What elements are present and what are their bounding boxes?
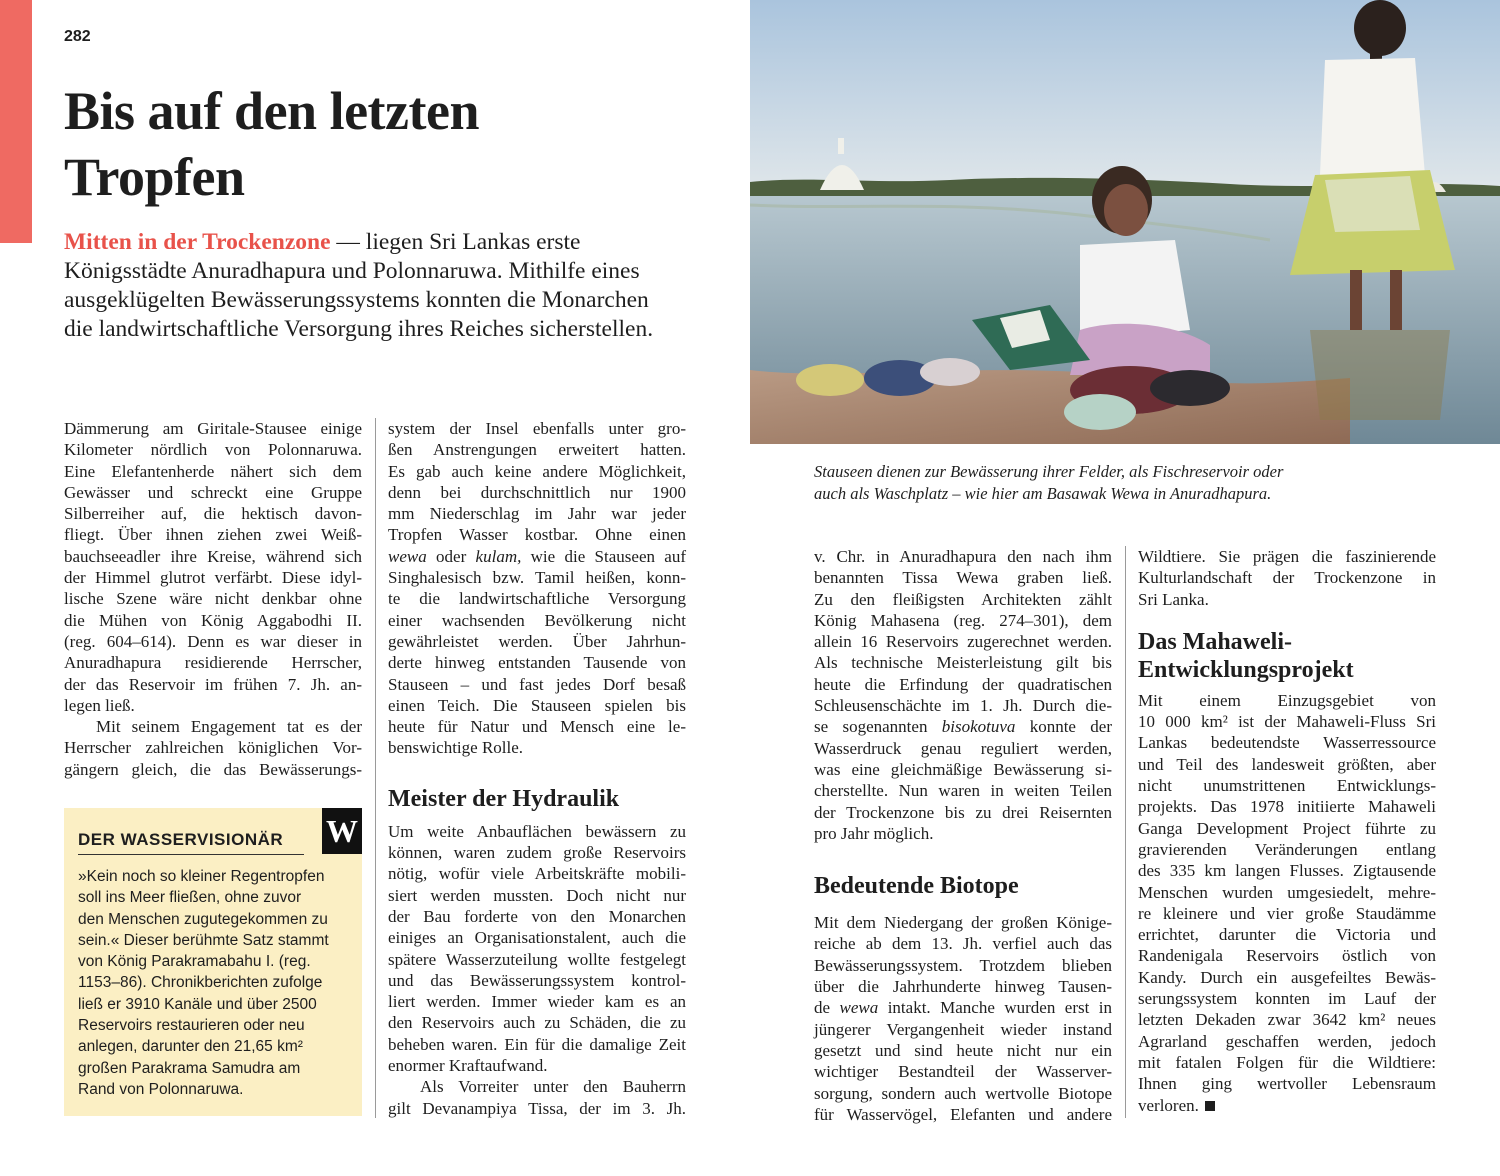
- text-line: siert werden mussten. Doch nicht nur: [388, 885, 686, 905]
- text-line: Anuradhapura residierende Herrscher,: [64, 653, 362, 673]
- text-line: liert werden. Immer wieder kam es an: [388, 992, 686, 1012]
- text-line: Kulturlandschaft der Trockenzone in: [1138, 568, 1436, 588]
- text-line: denn bei durchschnittlich nur 1900: [388, 482, 686, 502]
- box-line: ließ er 3910 Kanäle und über 2500: [78, 995, 317, 1013]
- text-line: der Bau forderte von den Monarchen: [388, 906, 686, 926]
- lead-text: — liegen Sri Lankas erste: [330, 229, 581, 255]
- text-line: gravierenden Veränderungen entlang: [1138, 839, 1436, 859]
- text-line: nicht unumstrittenen Entwicklungs-: [1138, 776, 1436, 796]
- accent-bar: [0, 0, 32, 243]
- lead-text: Königsstädte Anuradhapura und Polonnaruwa. Mithilfe eines: [64, 258, 640, 284]
- italic-term: wewa: [388, 546, 427, 566]
- text-line: system der Insel ebenfalls unter gro-: [388, 419, 686, 438]
- text-line: Lankas bedeutendste Wasserressource: [1138, 733, 1436, 753]
- box-text: [78, 866, 348, 1100]
- text-line: den Reservoirs auch zu Schäden, die zu: [388, 1013, 686, 1033]
- text-line: Silberreiher auf, die hektisch davon-: [64, 504, 362, 524]
- text-line: Wildtiere. Sie prägen die faszinierende: [1138, 547, 1436, 566]
- text-line: der Trockenzone bis zu drei Reisernten: [814, 802, 1112, 822]
- text-line: Eine Elefantenherde nähert sich dem: [64, 461, 362, 481]
- text-line: König Mahasena (reg. 274–301), dem: [814, 610, 1112, 630]
- text-line: mm Niederschlag im Jahr war jeder: [388, 504, 686, 524]
- text-line: Mit einem Einzugsgebiet von: [1138, 690, 1436, 710]
- text-line: mit fatalen Folgen für die Wildtiere:: [1138, 1052, 1436, 1072]
- text-line: de wewa intakt. Manche wurden erst in: [814, 998, 1113, 1018]
- text-line: Es gab auch keine andere Möglichkeit,: [388, 461, 686, 481]
- text-line: Zu den fleißigsten Architekten zählt: [814, 589, 1112, 609]
- section-heading: Bedeutende Biotope: [814, 873, 1019, 900]
- text-line: cherstellte. Nun waren in weiten Teilen: [814, 781, 1112, 801]
- text-line: Ganga Development Project führte zu: [1138, 818, 1436, 838]
- text-line: benswichtige Rolle.: [388, 738, 524, 758]
- text-line: Stauseen – und fast jedes Dorf besaß: [388, 674, 686, 694]
- page-title: [64, 78, 704, 210]
- text-line: benannten Tissa Wewa graben ließ.: [814, 568, 1112, 588]
- text-line: Menschen wurden umgesiedelt, mehre-: [1138, 882, 1436, 902]
- lead-text: die landwirtschaftliche Versorgung ihres Reiches sicherstellen.: [64, 316, 654, 342]
- box-line: »Kein noch so kleiner Regentropfen: [78, 868, 325, 885]
- article-column-4: [1138, 546, 1436, 1116]
- italic-term: kulam,: [475, 546, 522, 566]
- text-line: des 335 km langen Flusses. Zigtausende: [1138, 861, 1436, 881]
- text-line: re kleinere und vier große Staudämme: [1138, 903, 1436, 923]
- box-line: von König Parakramabahu I. (reg.: [78, 953, 311, 971]
- box-line: Rand von Polonnaruwa.: [78, 1080, 244, 1098]
- text-line: wichtiger Bestandteil der Wasserver-: [814, 1062, 1112, 1082]
- box-line: großen Parakrama Samudra am: [78, 1059, 301, 1077]
- text-line: einiges an Organisationstalent, auch die: [388, 928, 686, 948]
- text-line: nötig, wofür viele Arbeitskräfte mobili-: [388, 864, 686, 884]
- text-line: errichtet, darunter die Victoria und: [1138, 925, 1436, 945]
- box-divider: [78, 854, 304, 855]
- photo-women-washing-at-reservoir: [750, 0, 1500, 444]
- column-rule: [1125, 546, 1126, 1118]
- text-line: allein 16 Reservoirs zugerechnet werden.: [814, 632, 1112, 652]
- text-line: was eine gleichmäßige Bewässerung si-: [814, 759, 1112, 779]
- lead-paragraph: [64, 228, 704, 344]
- box-line: 1153–86). Chronikberichten zufolge: [78, 974, 323, 992]
- box-line: soll ins Meer fließen, ohne zuvor: [78, 889, 302, 907]
- text-line: Agrarland geschaffen werden, jedoch: [1138, 1031, 1436, 1051]
- text-line: Um weite Anbauflächen bewässern zu: [388, 821, 686, 841]
- text-line: bauchseeadler ihre Kreise, während sich: [64, 546, 362, 566]
- box-line: sein.« Dieser berühmte Satz stammt: [78, 931, 329, 949]
- text-line: Als Vorreiter unter den Bauherrn: [420, 1077, 686, 1097]
- text-line: und Teil des landesweit größten, aber: [1138, 754, 1436, 774]
- text-line: pro Jahr möglich.: [814, 823, 934, 843]
- text-line: Randenigala Reservoirs östlich von: [1138, 946, 1436, 966]
- box-line: den Menschen zugutegekommen zu: [78, 910, 328, 928]
- text-line: heute die Erfindung der quadratischen: [814, 674, 1112, 694]
- text-line: fliegt. Über ihnen ziehen zwei Weiß-: [64, 525, 362, 545]
- text-line: verloren.: [1138, 1095, 1436, 1116]
- title-line: Bis auf den letzten: [64, 81, 479, 141]
- text-line: Tropfen Wasser kostbar. Ohne einen: [388, 525, 686, 545]
- text-line: se sogenannten bisokotuva konnte der: [814, 717, 1112, 737]
- text-line: Mit seinem Engagement tat es der: [96, 717, 362, 737]
- title-line: Tropfen: [64, 147, 245, 207]
- text-line: gängern gleich, die das Bewässerungs-: [64, 759, 362, 779]
- text-line: projekts. Das 1978 initiierte Mahaweli: [1138, 797, 1436, 817]
- text-line: v. Chr. in Anuradhapura den nach ihm: [814, 547, 1112, 566]
- text-line: spätere Wasserzuteilung wollte festgelegt: [388, 949, 686, 969]
- text-line: Kandy. Durch ein ausgefeiltes Bewäs-: [1138, 967, 1436, 987]
- text-line: und das Bewässerungssystem kontrol-: [388, 970, 686, 990]
- text-line: te die landwirtschaftliche Versorgung: [388, 589, 686, 609]
- text-line: Als technische Meisterleistung gilt bis: [814, 653, 1112, 673]
- text-line: ßen Anstrengungen erweitert hatten.: [388, 440, 686, 460]
- box-badge: W: [322, 808, 362, 854]
- text-line: Singhalesisch bzw. Tamil heißen, konn-: [388, 568, 686, 588]
- section-heading: Das Mahaweli- Entwicklungsprojekt: [1138, 628, 1354, 683]
- text-line: können, waren zudem große Reservoirs: [388, 843, 686, 863]
- text-line: einer wachsenden Bevölkerung nicht: [388, 610, 686, 630]
- text-line: jüngerer Vergangenheit wieder instand: [814, 1019, 1112, 1039]
- italic-term: bisokotuva: [941, 717, 1016, 737]
- text-line: legen ließ.: [64, 695, 135, 715]
- section-heading: Meister der Hydraulik: [388, 785, 620, 812]
- text-line: einen Teich. Die Stauseen spielen bis: [388, 695, 686, 715]
- text-line: (reg. 604–614). Denn es war dieser in: [64, 631, 362, 651]
- box-line: Reservoirs restaurieren oder neu: [78, 1017, 305, 1035]
- text-line: Dämmerung am Giritale-Stausee einige: [64, 419, 362, 438]
- text-line: enormer Kraftaufwand.: [388, 1056, 548, 1076]
- text-line: wewa oder kulam, wie die Stauseen auf: [388, 546, 686, 566]
- text-line: Wasserdruck genau reguliert werden,: [814, 738, 1112, 758]
- text-line: Sri Lanka.: [1138, 589, 1209, 609]
- article-column-1: [64, 418, 362, 780]
- photo-caption: [814, 461, 1434, 504]
- box-title: DER WASSERVISIONÄR: [78, 830, 284, 849]
- text-line: beheben waren. Ein für die damalige Zeit: [388, 1034, 686, 1054]
- text-line: Ihnen ging wertvoller Lebensraum: [1138, 1074, 1436, 1094]
- text-line: serungssystem konnten im Lauf der: [1138, 989, 1436, 1009]
- info-box: [64, 808, 362, 1116]
- text-line: der das Reservoir im frühen 7. Jh. an-: [64, 674, 362, 694]
- text-line: 10 000 km² ist der Mahaweli-Fluss Sri: [1138, 712, 1436, 732]
- text-line: Schleusenschächte im 1. Jh. Durch die-: [814, 696, 1112, 716]
- column-rule: [375, 418, 376, 1118]
- caption-line: Stauseen dienen zur Bewässerung ihrer Felder, als Fischreservoir oder: [814, 462, 1284, 481]
- box-line: anlegen, darunter den 21,65 km²: [78, 1038, 303, 1056]
- article-column-2: [388, 418, 686, 1119]
- article-column-3: [814, 546, 1112, 1125]
- text-line: heute für Natur und Mensch eine le-: [388, 717, 686, 737]
- text-line: lische Szene wäre nicht denkbar ohne: [64, 589, 362, 609]
- text-line: für Wasservögel, Elefanten und andere: [814, 1104, 1112, 1124]
- text-line: sorgung, sondern auch wertvolle Biotope: [814, 1083, 1112, 1103]
- lead-text: ausgeklügelten Bewässerungssystems konnten die Monarchen: [64, 287, 649, 313]
- lead-highlight: Mitten in der Trockenzone: [64, 229, 331, 255]
- text-line: Kilometer nördlich von Polonnaruwa.: [64, 440, 362, 460]
- text-line: Mit dem Niedergang der großen Könige-: [814, 913, 1112, 933]
- text-line: letzten Dekaden zwar 3642 km² neues: [1138, 1010, 1436, 1030]
- text-line: der Himmel glutrot verfärbt. Diese idyl-: [64, 568, 362, 588]
- text-line: Bewässerungssystem. Trotzdem blieben: [814, 955, 1112, 975]
- text-line: reiche ab dem 13. Jh. verfiel auch das: [814, 934, 1112, 954]
- text-line: über die Jahrhunderte hinweg Tausen-: [814, 977, 1112, 997]
- text-line: gesetzt und sind heute nicht nur ein: [814, 1040, 1112, 1060]
- text-line: gilt Devanampiya Tissa, der im 3. Jh.: [388, 1098, 686, 1118]
- text-line: die Mühen von König Aggabodhi II.: [64, 610, 362, 630]
- text-line: derte hinweg entstanden Tausende von: [388, 653, 686, 673]
- end-of-article-square-icon: [1205, 1101, 1215, 1111]
- italic-term: wewa: [839, 998, 879, 1018]
- text-line: Gewässer und schreckt eine Gruppe: [64, 482, 362, 502]
- text-line: Herrscher zahlreichen königlichen Vor-: [64, 738, 362, 758]
- caption-line: auch als Waschplatz – wie hier am Basawak Wewa in Anuradhapura.: [814, 483, 1272, 503]
- text-line: gewährleistet werden. Über Jahrhun-: [388, 631, 686, 651]
- page-number: 282: [64, 28, 91, 45]
